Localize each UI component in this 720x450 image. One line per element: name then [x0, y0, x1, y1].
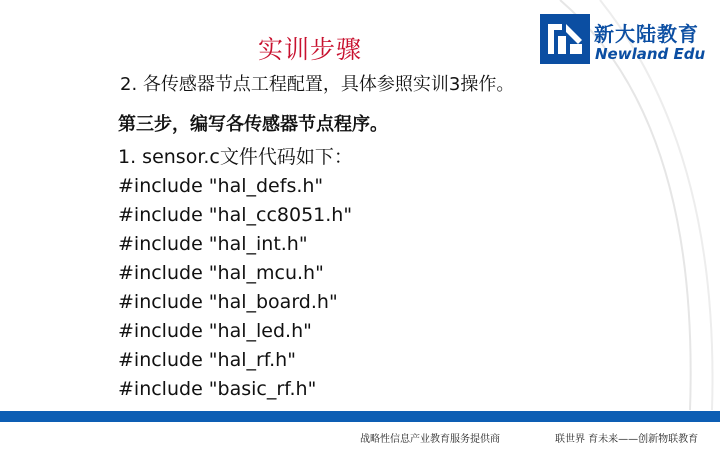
code-intro: 1. sensor.c文件代码如下：: [118, 146, 353, 168]
footer-slogan-right: 联世界 育未来——创新物联教育: [555, 434, 699, 445]
code-block: [118, 172, 352, 404]
code-line: #include "hal_cc8051.h": [118, 204, 353, 226]
code-line: #include "hal_rf.h": [118, 349, 296, 371]
slide-title: 实训步骤: [258, 35, 363, 64]
code-line: #include "hal_mcu.h": [118, 262, 324, 284]
footer-bar: [0, 411, 720, 422]
config-instruction: 2. 各传感器节点工程配置，具体参照实训3操作。: [120, 74, 515, 95]
code-line: #include "basic_rf.h": [118, 378, 317, 400]
logo-english-text: Newland Edu: [595, 45, 706, 63]
code-line: #include "hal_board.h": [118, 291, 338, 313]
newland-logo-icon: [540, 14, 590, 64]
code-line: #include "hal_defs.h": [118, 175, 324, 197]
code-line: #include "hal_int.h": [118, 233, 308, 255]
logo-chinese-text: 新大陆教育: [594, 22, 699, 46]
step-heading: 第三步，编写各传感器节点程序。: [118, 114, 388, 135]
footer-slogan-left: 战略性信息产业教育服务提供商: [360, 434, 500, 445]
newland-logo: [540, 14, 712, 64]
code-line: #include "hal_led.h": [118, 320, 312, 342]
